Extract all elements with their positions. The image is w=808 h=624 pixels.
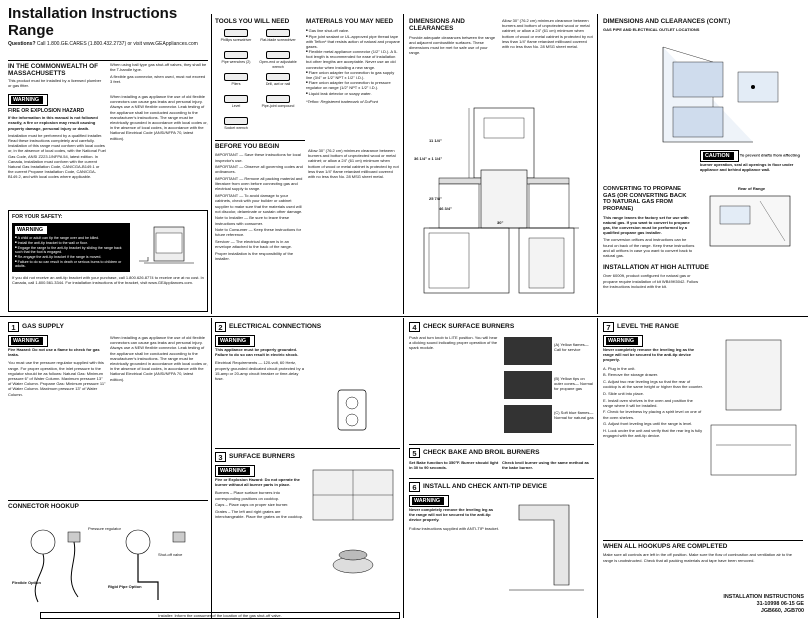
connector-diagram — [8, 512, 208, 608]
step-2-warning-text: This appliance must be properly grounded. Failure to do so can result in electric shock. — [215, 347, 299, 358]
step-6 — [409, 478, 594, 605]
connector-heading: CONNECTOR HOOKUP — [8, 503, 79, 510]
step-7-title: LEVEL THE RANGE — [617, 322, 679, 330]
before-item: Note to Installer — Be sure to leave these instructions with consumer. — [215, 215, 290, 226]
step-2 — [215, 322, 400, 445]
step-6-body: Follow instructions supplied with ANTI-TIP bracket. — [409, 525, 499, 531]
flame-label-b: (B) Yellow tips on outer cones— Normal for propane gas — [554, 376, 593, 392]
dimensions-cont-heading: DIMENSIONS AND CLEARANCES (CONT.) — [603, 18, 731, 25]
massachusetts-item-2: When using ball type gas shut-off valves, they shall be the T-handle type. — [110, 62, 207, 73]
step-4-body: Push and turn knob to LITE position. You will hear a clicking sound indicating proper operation of the spark module. — [409, 335, 498, 351]
step-1-warning-text: Fire Hazard: Do not use a flame to check for gas leaks. — [8, 347, 100, 358]
connector-note: Installer: Inform the consumer of the location of the gas shut-off valve. — [40, 612, 400, 619]
before-item: IMPORTANT — To avoid damage to your cabinets, check with your builder or cabinet supplier to make sure that the materials used will not discolor, delaminate or sustain other damage. — [215, 193, 303, 214]
step-4-title: CHECK SURFACE BURNERS — [423, 322, 515, 330]
step-7 — [603, 322, 803, 485]
fire-warning-body: Installation must be performed by a qualified installer. Read these instructions completely and carefully. Installation of this range must conform with local codes or, in the absence of local codes, with the National Fuel Gas Code, ANSI Z223.1/NFPA 54, latest edition. In Canada, installation must conform with the current Natural Gas Installation Code, CAN/CGA-B149.1 or the current Propane Installation Code, CAN/CGA-B149.2, and with local codes where applicable. — [8, 132, 106, 180]
footer-code-1: 31-10998 06-15 GE — [756, 601, 804, 608]
tool-label: Pipe-joint compound — [261, 104, 295, 109]
dim-label-3: 25 7/8" — [429, 196, 443, 201]
tool-icon — [266, 95, 290, 103]
step-4 — [409, 322, 594, 445]
before-item: Proper installation is the responsibility of the installer. — [215, 251, 294, 262]
anti-tip-illustration — [134, 223, 204, 272]
level-step-item: E. Install oven shelves in the oven and position the range where it will be installed. — [603, 397, 693, 408]
step-3-warning-text: Fire or Explosion Hazard: Do not operate the burner without all burner parts in place. — [215, 477, 300, 488]
tools-heading: TOOLS YOU WILL NEED — [215, 18, 290, 25]
tool-icon — [266, 51, 290, 59]
safety-item: ■ Install the anti-tip bracket to the wall or floor. — [15, 241, 127, 246]
step-1-number: 1 — [8, 322, 19, 332]
burner-part-item: Caps – Place caps on proper size burner. — [215, 502, 289, 508]
safety-footer: If you did not receive an anti-tip bracket with your purchase, call 1.800.626.8774 to receive one at no cost. In Canada, call 1.800.561.3344. For installation instructions of the bracket, visit www.GEAppliances.com. — [12, 274, 204, 286]
tool-icon — [224, 73, 248, 81]
massachusetts-heading: IN THE COMMONWEALTH OF MASSACHUSETTS — [8, 63, 99, 78]
safety-item: ■ Engage the range to the anti-tip bracket by sliding the range back such that the foot is engaged. — [15, 246, 127, 255]
step-5-title: CHECK BAKE AND BROIL BURNERS — [423, 448, 540, 456]
rigid-option-label: Rigid Pipe Option — [108, 584, 142, 589]
step-7-warning: WARNING — [606, 337, 638, 345]
warning-badge: WARNING — [11, 96, 43, 104]
dimensions-diagram — [409, 78, 594, 308]
tool-label: Level — [231, 104, 241, 109]
step-3-title: SURFACE BURNERS — [229, 452, 295, 460]
tool-item — [215, 116, 257, 138]
tool-item — [215, 94, 257, 116]
tool-label: Drill, awl or nail — [265, 82, 291, 87]
burner-part-item: Burners – Place surface burners into corresponding positions on cooktop. — [215, 490, 280, 501]
safety-heading: FOR YOUR SAFETY: — [12, 214, 63, 220]
rear-range-diagram — [700, 186, 803, 256]
materials-item: ■ Flare union adapter for connection to gas supply line (3/4" or 1/2" NPT x 1/2" I.D.). — [306, 70, 401, 80]
tool-label: Open-end or adjustable wrench — [259, 60, 297, 70]
tool-icon — [224, 95, 248, 103]
tool-item — [215, 72, 257, 94]
propane-note: The conversion orifices and instructions can be found on back of the range. Keep these instructions and all orifices in case you want to convert back to natural gas. — [603, 237, 695, 258]
level-step-item: B. Remove the storage drawer. — [603, 372, 659, 378]
flame-label-a: (A) Yellow flames— Call for service — [554, 342, 589, 353]
tool-icon — [266, 73, 290, 81]
level-step-item: C. Adjust two rear leveling legs so that the rear of cooktop is at the same height or higher than the counter. — [603, 378, 703, 390]
clearance-text: Allow 30" (76.2 cm) minimum clearance between burners and bottom of unprotected wood or metal cabinet; or allow a 24" (61 cm) minimum when bottom of wood or metal cabinet is protected by not less than 1/4" flame retardant millboard covered with no less than No. 28 MSG sheet metal. — [308, 148, 399, 179]
massachusetts-item-3: A flexible gas connector, when used, must not exceed 3 feet. — [110, 74, 206, 85]
step-6-number: 6 — [409, 482, 420, 492]
step-1-continued: When installing a gas appliance the use of old flexible connectors can cause gas leaks and personal injury. Always use a NEW flexible connector. Leak testing of the appliance shall be conducted according to the manufacturer's instructions. The range must be electrically grounded in accordance with local codes or, in the absence of local codes, in accordance with the National Electrical Code (ANSI/NFPA 70, latest edition). — [110, 335, 208, 382]
fire-warning-intro: If the information in this manual is not followed exactly, a fire or explosion may result causing property damage, personal injury or death. — [8, 115, 98, 131]
massachusetts-item-1: This product must be installed by a licensed plumber or gas fitter. — [8, 78, 102, 89]
step-2-number: 2 — [215, 322, 226, 332]
safety-item: ■ Re-engage the anti-tip bracket if the range is moved. — [15, 255, 127, 260]
tool-label: Phillips screwdriver — [220, 38, 252, 43]
tool-item — [215, 50, 257, 72]
anti-tip-bracket-illustration — [499, 495, 591, 605]
dim-label-4: 46 3/4" — [439, 206, 453, 211]
step-6-warning-text: Never completely remove the leveling leg as the range will not be secured to the anti-tip device properly. — [409, 507, 494, 523]
step-1-warning: WARNING — [11, 337, 43, 345]
step-6-title: INSTALL AND CHECK ANTI-TIP DEVICE — [423, 482, 548, 490]
step-6-warning: WARNING — [412, 497, 444, 505]
dim-label-1: 11 1/4" — [429, 138, 442, 143]
step-7-number: 7 — [603, 322, 614, 332]
fire-warning-heading: FIRE OR EXPLOSION HAZARD — [8, 108, 85, 115]
questions-text: Call 1.800.GE.CARES (1.800.432.2737) or visit www.GEAppliances.com — [36, 41, 198, 47]
before-item: IMPORTANT — Remove all packing material and literature from oven before connecting gas and electrical supply to range. — [215, 176, 303, 192]
tool-icon — [224, 29, 248, 37]
rear-range-label: Rear of Range — [737, 186, 766, 191]
tool-label: Pipe wrenches (2) — [221, 60, 251, 65]
dim-label-5: 30" — [497, 220, 504, 225]
tool-item — [257, 94, 299, 116]
step-2-body: Electrical Requirements — 120-volt, 60 Hertz, properly grounded dedicated circuit protected by a 15-amp or 20-amp circuit breaker or time-delay fuse. — [215, 360, 304, 381]
level-step-item: D. Slide unit into place. — [603, 390, 644, 396]
footer-code-2: JGB660, JGB700 — [760, 608, 804, 615]
tool-icon — [266, 29, 290, 37]
outlet-illustration — [308, 335, 400, 445]
materials-item: ■ Gas line shut-off valve. — [306, 28, 401, 33]
caution-text: To prevent drafts from affecting burner operation, seal all openings in floor under appliance and behind appliance wall. — [700, 152, 800, 173]
materials-item: ■ Pipe joint sealant or UL-approved pipe thread tape with Teflon* that resists action of natural and propane gases. — [306, 34, 401, 50]
step-5-body: Set Bake function to 350°F. Burner should light in 30 to 90 seconds. — [409, 460, 499, 471]
fire-warning — [8, 94, 106, 225]
level-step-item: G. Adjust front leveling legs until the range is level. — [603, 421, 693, 427]
footer — [700, 594, 804, 615]
before-heading: BEFORE YOU BEGIN — [215, 143, 280, 150]
tool-item — [215, 28, 257, 50]
footer-title: INSTALLATION INSTRUCTIONS — [723, 594, 804, 600]
tool-label: Socket wrench — [224, 126, 248, 131]
tool-icon — [224, 117, 248, 125]
level-step-item: F. Check for levelness by placing a spirit level on one of the oven shelves. — [603, 409, 702, 420]
regulator-label: Pressure regulator — [88, 526, 121, 531]
tool-item — [257, 28, 299, 50]
level-illustration — [706, 335, 801, 485]
tool-icon — [224, 51, 248, 59]
completed-text: Make sure all controls are left in the off position. Make sure the flow of combustion and ventilation air to the range is unobstructed. Check that all packing materials and tape have been removed. — [603, 552, 792, 563]
caution-badge: CAUTION — [703, 152, 734, 160]
safety-warning-label: WARNING — [15, 226, 47, 234]
step-5 — [409, 444, 594, 470]
step-5-note: Check broil burner using the same method as the bake burner. — [502, 460, 589, 471]
step-1-body: You must use the pressure regulator supplied with this range. For proper operation, the inlet pressure to the regulator should be as follows: Natural Gas: Minimum pressure 6" of Water Column. Maximum pressure 13" of Water Column. Propane Gas: Minimum pressure 11" of Water Column. Maximum pressure 13" of Water Column. — [8, 360, 106, 397]
questions-label: Questions? — [8, 41, 36, 47]
materials-item: ■ Liquid leak detector or soapy water. — [306, 91, 401, 96]
tool-label: Pliers — [231, 82, 241, 87]
burner-illustration — [308, 465, 400, 615]
step-3-number: 3 — [215, 452, 226, 462]
propane-text: This range leaves the factory set for use with natural gas. If you want to convert to propane gas, the conversion must be performed by a qualified propane gas installer. — [603, 214, 690, 236]
materials-footnote: *Teflon: Registered trademark of DuPont — [306, 98, 378, 104]
dimensions-heading: DIMENSIONS AND CLEARANCES — [409, 18, 465, 33]
dimensions-side-text: Allow 30" (76.2 cm) minimum clearance between burners and bottom of unprotected wood or metal cabinet; or allow a 24" (61 cm) minimum when bottom of wood or metal cabinet is protected by not less than 1/4" flame retardant millboard covered with no less than No. 28 MSG sheet metal. — [502, 18, 593, 49]
gas-pipe-diagram — [603, 42, 803, 152]
tool-item — [257, 72, 299, 94]
header — [8, 6, 208, 48]
before-item: Servicer — The electrical diagram is in an envelope attached to the back of the range. — [215, 239, 292, 250]
before-item: IMPORTANT — Save these instructions for local inspector's use. — [215, 152, 301, 163]
altitude-text: Over 6000ft, product configured for natural gas or propane require installation of kit WB49K5042. Follow the instructions included with the kit. — [603, 273, 699, 289]
flame-label-c: (C) Soft blue flames— Normal for natural gas — [554, 410, 594, 421]
step-3-warning: WARNING — [218, 467, 250, 475]
step-2-warning: WARNING — [218, 337, 250, 345]
safety-box — [8, 210, 208, 312]
before-continued — [308, 148, 400, 308]
step-1-title: GAS SUPPLY — [22, 322, 64, 330]
materials-item: ■ Flare union adapter for connection to pressure regulator on range (1/2" NPT x 1/2" I.D.). — [306, 80, 401, 90]
step-5-number: 5 — [409, 448, 420, 458]
propane-heading: CONVERTING TO PROPANE GAS (OR CONVERTING BACK TO NATURAL GAS FROM PROPANE) — [603, 186, 687, 212]
level-step-item: H. Look under the unit and verify that the rear leg is fully engaged with the anti-tip device. — [603, 427, 703, 439]
step-2-title: ELECTRICAL CONNECTIONS — [229, 322, 322, 330]
dimensions-cont-subheading: GAS PIPE AND ELECTRICAL OUTLET LOCATIONS — [603, 27, 700, 33]
safety-warning-panel — [12, 223, 130, 272]
dim-label-2: 36 1/4" x 1 1/4" — [414, 156, 443, 161]
safety-item: ■ Failure to do so can result in death or serious burns to children or adults. — [15, 260, 127, 269]
completed-heading: WHEN ALL HOOKUPS ARE COMPLETED — [603, 543, 728, 550]
page-title: Installation Instructions Range — [8, 5, 178, 39]
materials-heading: MATERIALS YOU MAY NEED — [306, 18, 394, 25]
dimensions-text: Provide adequate clearances between the range and adjacent combustible surfaces. These dimensions must be met for safe use of your range. — [409, 34, 496, 56]
step-7-warning-text: Never completely remove the leveling leg as the range will not be secured to the anti-tip device properly. — [603, 347, 695, 363]
flexible-option-label: Flexible Option — [12, 580, 41, 585]
materials-item: ■ Flexible metal appliance connector (1/2" I.D.). A 5-foot length is recommended for ease of installation but other lengths are acceptable. Never use an old connector when installing a new range. — [306, 49, 401, 70]
tool-item — [257, 50, 299, 72]
before-item: IMPORTANT — Observe all governing codes and ordinances. — [215, 164, 303, 175]
before-item: Note to Consumer — Keep these instructions for future reference. — [215, 227, 302, 238]
tool-label: Flat-blade screwdriver — [260, 38, 296, 43]
install-notes: When installing a gas appliance the use of old flexible connectors can cause gas leaks and personal injury. Always use a NEW flexible connector. Leak testing of the appliance shall be conducted according to the manufacturer's instructions. The range must be electrically grounded in accordance with local codes or, in the absence of local codes, in accordance with the National Electrical Code (ANSI/NFPA 70, latest edition). — [110, 94, 208, 141]
step-1 — [8, 322, 208, 505]
safety-item: ■ A child or adult can tip the range over and be killed. — [15, 236, 127, 241]
step-3 — [215, 448, 400, 615]
burner-part-item: Grates – The left and right grates are interchangeable. Place the grates on the cooktop. — [215, 508, 304, 520]
step-4-number: 4 — [409, 322, 420, 332]
shutoff-label: Shut-off valve — [158, 552, 183, 557]
altitude-heading: INSTALLATION AT HIGH ALTITUDE — [603, 264, 709, 271]
level-step-item: A. Plug in the unit. — [603, 365, 636, 371]
